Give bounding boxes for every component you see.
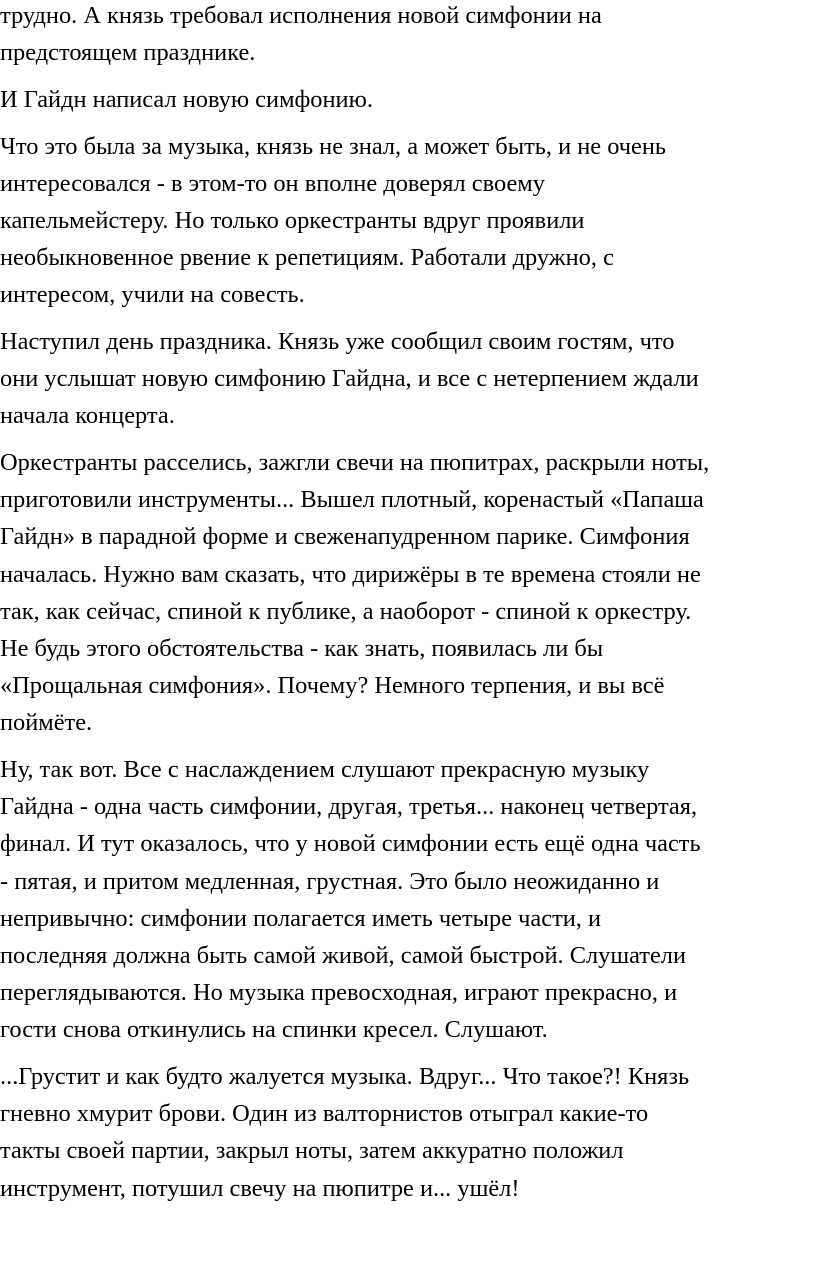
- text-line: Ну, так вот. Все с наслаждением слушают прекрасную музыку: [0, 756, 650, 784]
- text-line: И Гайдн написал новую симфонию.: [0, 85, 373, 113]
- text-line: начала концерта.: [0, 402, 175, 430]
- text-line: интересом, учили на совесть.: [0, 281, 305, 309]
- text-line: Оркестранты расселись, зажгли свечи на пюпитрах, раскрыли ноты,: [0, 449, 710, 477]
- text-line: так, как сейчас, спиной к публике, а наоборот - спиной к оркестру.: [0, 597, 692, 625]
- text-line: гости снова откинулись на спинки кресел. Слушают.: [0, 1016, 548, 1044]
- text-line: трудно. А князь требовал исполнения новой симфонии на: [0, 2, 602, 29]
- text-line: Что это была за музыка, князь не знал, а может быть, и не очень: [0, 132, 667, 160]
- text-line: непривычно: симфонии полагается иметь четыре части, и: [0, 904, 602, 932]
- paragraph-3: [0, 128, 816, 314]
- paragraph-2: [0, 81, 816, 118]
- text-line: предстоящем празднике.: [0, 39, 256, 67]
- text-line: Наступил день праздника. Князь уже сообщил своим гостям, что: [0, 328, 675, 355]
- paragraph-5: [0, 444, 816, 742]
- text-line: «Прощальная симфония». Почему? Немного терпения, и вы всё: [0, 672, 665, 700]
- text-line: - пятая, и притом медленная, грустная. Это было неожиданно и: [0, 867, 660, 895]
- text-line: финал. И тут оказалось, что у новой симфонии есть ещё одна часть: [0, 830, 701, 858]
- paragraph-1: [0, 0, 816, 71]
- text-line: приготовили инструменты... Вышел плотный, коренастый «Папаша: [0, 486, 704, 514]
- text-line: гневно хмурит брови. Один из валторнистов отыграл какие-то: [0, 1100, 649, 1128]
- text-line: Не будь этого обстоятельства - как знать, появилась ли бы: [0, 635, 604, 662]
- text-line: они услышат новую симфонию Гайдна, и все с нетерпением ждали: [0, 365, 699, 393]
- text-line: Гайдн» в парадной форме и свеженапудренном парике. Симфония: [0, 523, 690, 551]
- text-line: поймёте.: [0, 709, 93, 737]
- paragraph-6: [0, 751, 816, 1049]
- text-line: переглядываются. Но музыка превосходная, играют прекрасно, и: [0, 979, 678, 1007]
- text-line: началась. Нужно вам сказать, что дирижёры в те времена стояли не: [0, 560, 701, 588]
- text-line: Гайдна - одна часть симфонии, другая, третья... наконец четвертая,: [0, 793, 698, 821]
- text-line: последняя должна быть самой живой, самой быстрой. Слушатели: [0, 942, 687, 969]
- text-line: необыкновенное рвение к репетициям. Работали дружно, с: [0, 244, 614, 272]
- text-line: инструмент, потушил свечу на пюпитре и... ушёл!: [0, 1174, 520, 1202]
- text-line: капельмейстеру. Но только оркестранты вдруг проявили: [0, 206, 585, 234]
- paragraph-7: [0, 1058, 816, 1207]
- text-line: такты своей партии, закрыл ноты, затем аккуратно положил: [0, 1137, 624, 1165]
- paragraph-4: [0, 323, 816, 435]
- text-line: ...Грустит и как будто жалуется музыка. Вдруг... Что такое?! Князь: [0, 1063, 690, 1091]
- text-line: интересовался - в этом-то он вполне доверял своему: [0, 169, 545, 197]
